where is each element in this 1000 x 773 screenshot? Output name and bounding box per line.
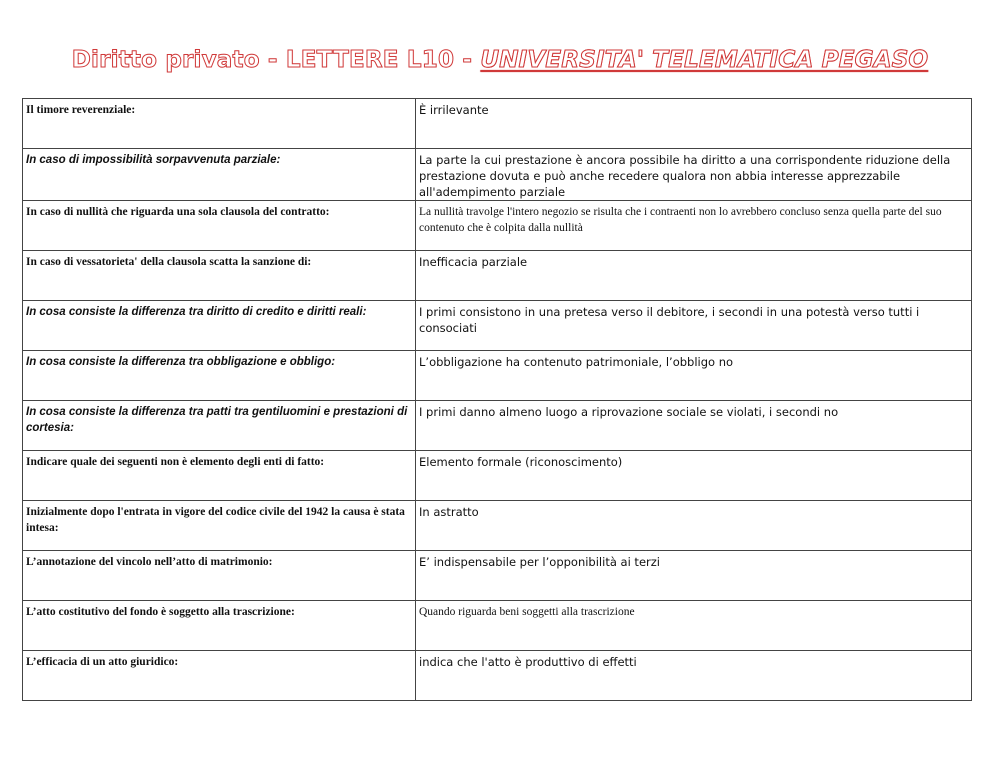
table-row <box>23 351 972 401</box>
table-row <box>23 601 972 651</box>
table-row <box>23 401 972 451</box>
question-cell: Il timore reverenziale: <box>23 99 416 149</box>
question-cell: Indicare quale dei seguenti non è elemento degli enti di fatto: <box>23 451 416 501</box>
qa-table <box>22 98 972 701</box>
table-row <box>23 451 972 501</box>
answer-cell: indica che l'atto è produttivo di effetti <box>416 651 972 701</box>
question-cell: In caso di nullità che riguarda una sola clausola del contratto: <box>23 201 416 251</box>
question-cell: In cosa consiste la differenza tra diritto di credito e diritti reali: <box>23 301 416 351</box>
title-prefix: Diritto privato - LETTERE L10 - <box>71 47 481 73</box>
answer-cell: La nullità travolge l'intero negozio se risulta che i contraenti non lo avrebbero concluso senza quella parte del suo contenuto che è colpita dalla nullità <box>416 201 972 251</box>
table-row <box>23 201 972 251</box>
question-cell: Inizialmente dopo l'entrata in vigore del codice civile del 1942 la causa è stata intesa: <box>23 501 416 551</box>
question-cell: In cosa consiste la differenza tra patti tra gentiluomini e prestazioni di cortesia: <box>23 401 416 451</box>
answer-cell: In astratto <box>416 501 972 551</box>
table-row <box>23 251 972 301</box>
table-row <box>23 551 972 601</box>
table-row <box>23 501 972 551</box>
page-title <box>0 47 1000 73</box>
answer-cell: Quando riguarda beni soggetti alla trascrizione <box>416 601 972 651</box>
question-cell: L’efficacia di un atto giuridico: <box>23 651 416 701</box>
table-row <box>23 149 972 201</box>
title-university: UNIVERSITA' TELEMATICA PEGASO <box>480 47 929 73</box>
answer-cell: L’obbligazione ha contenuto patrimoniale, l’obbligo no <box>416 351 972 401</box>
question-cell: In caso di vessatorieta' della clausola scatta la sanzione di: <box>23 251 416 301</box>
answer-cell: I primi consistono in una pretesa verso il debitore, i secondi in una potestà verso tutti i consociati <box>416 301 972 351</box>
question-cell: In caso di impossibilità sorpavvenuta parziale: <box>23 149 416 201</box>
table-row <box>23 99 972 149</box>
question-cell: L’annotazione del vincolo nell’atto di matrimonio: <box>23 551 416 601</box>
table-row <box>23 651 972 701</box>
answer-cell: È irrilevante <box>416 99 972 149</box>
answer-cell: E’ indispensabile per l’opponibilità ai terzi <box>416 551 972 601</box>
answer-cell: Inefficacia parziale <box>416 251 972 301</box>
question-cell: L’atto costitutivo del fondo è soggetto alla trascrizione: <box>23 601 416 651</box>
question-cell: In cosa consiste la differenza tra obbligazione e obbligo: <box>23 351 416 401</box>
answer-cell: Elemento formale (riconoscimento) <box>416 451 972 501</box>
table-row <box>23 301 972 351</box>
answer-cell: La parte la cui prestazione è ancora possibile ha diritto a una corrispondente riduzione della prestazione dovuta e può anche recedere qualora non abbia interesse apprezzabile all'adempimento parziale <box>416 149 972 201</box>
answer-cell: I primi danno almeno luogo a riprovazione sociale se violati, i secondi no <box>416 401 972 451</box>
